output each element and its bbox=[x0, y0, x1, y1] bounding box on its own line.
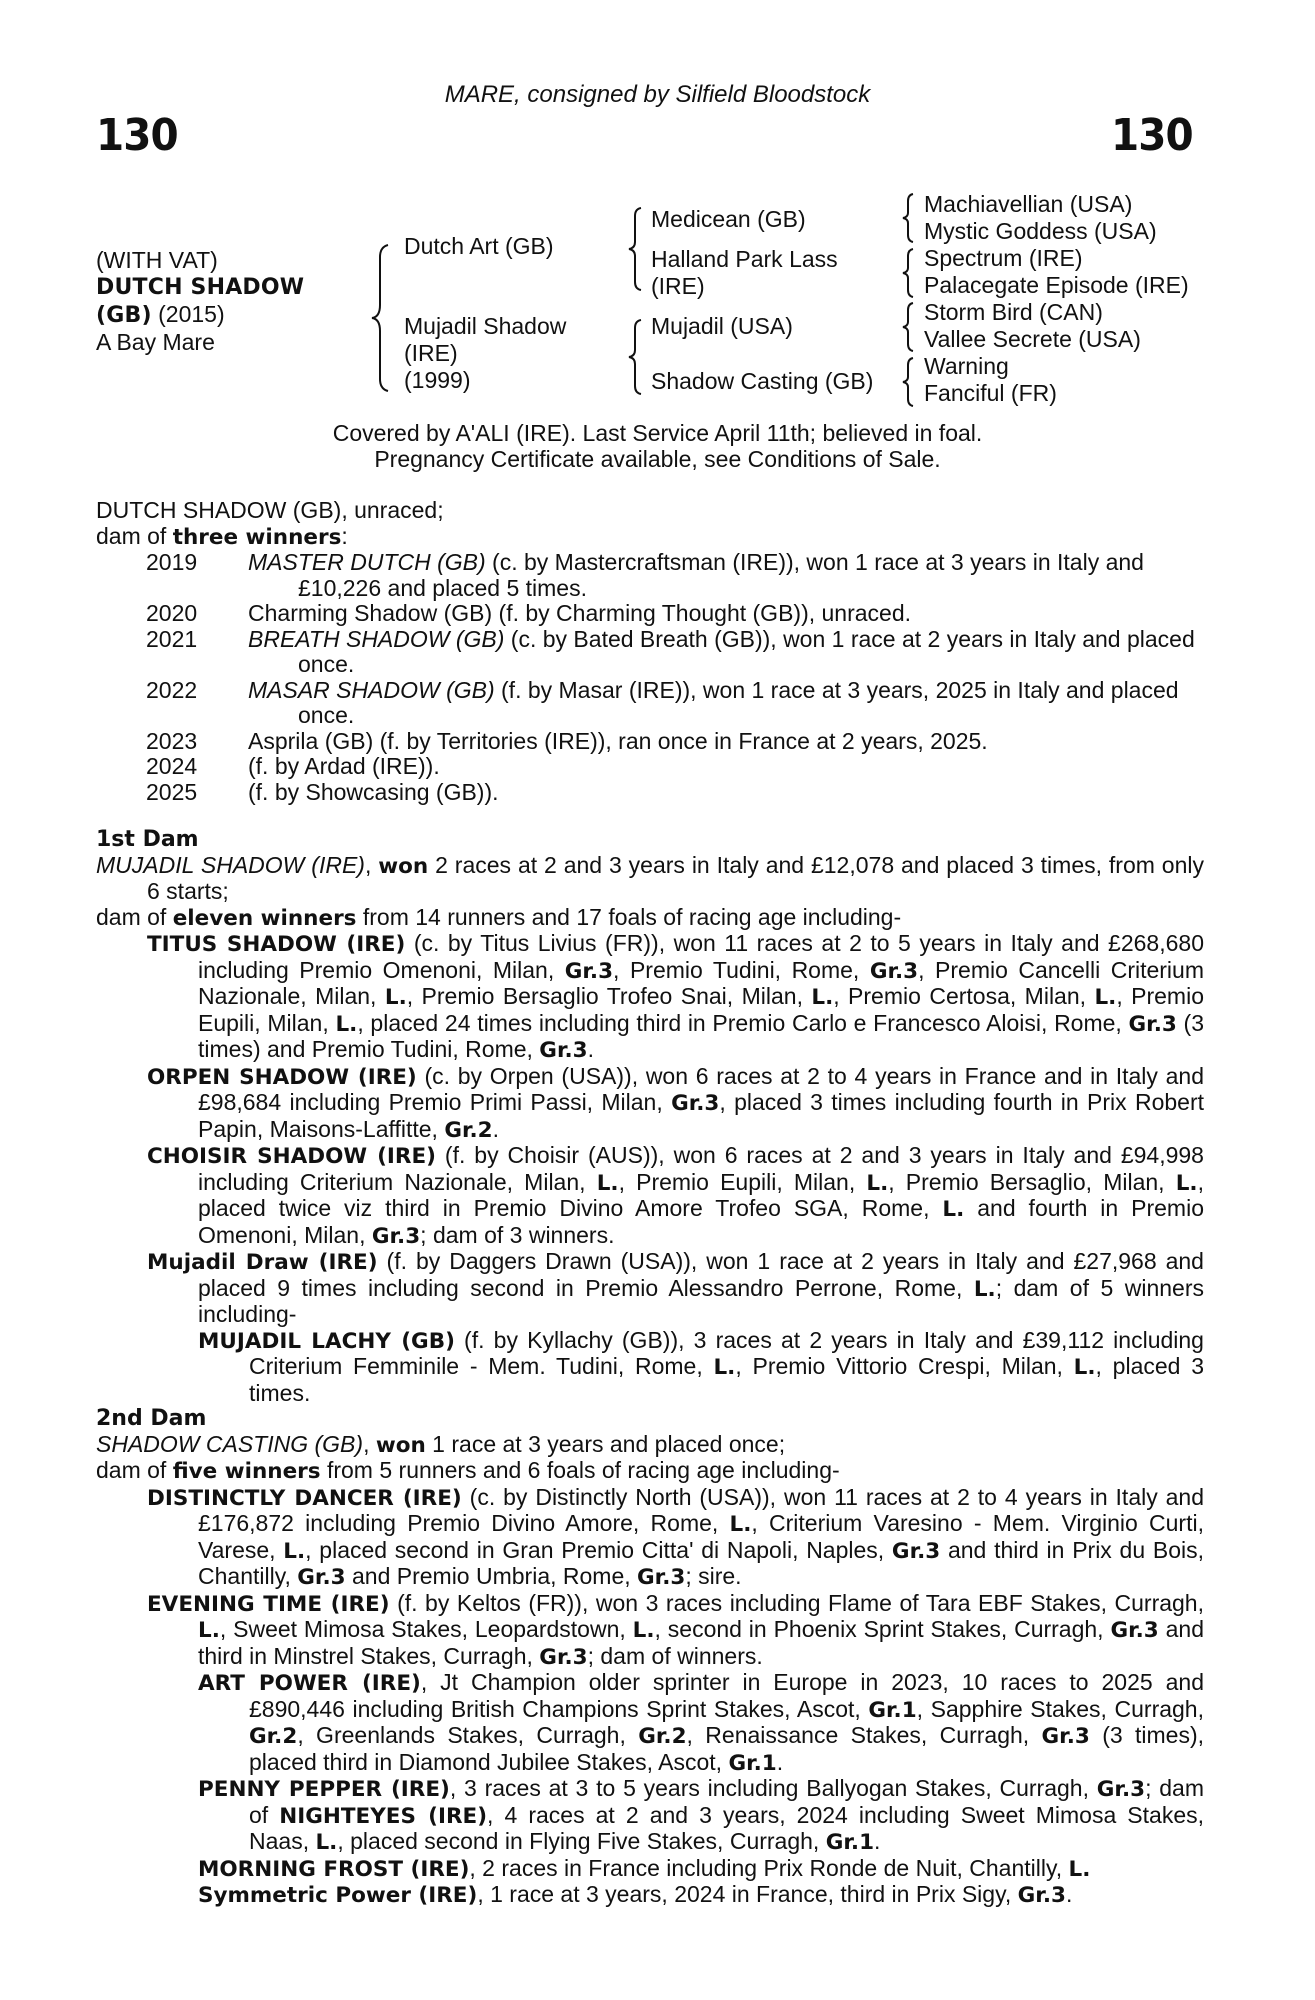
bold-text: TITUS SHADOW (IRE) bbox=[147, 932, 406, 957]
text-run: (f. by Daggers Drawn (USA)), won 1 race at 2 years in Italy and £27,968 and placed 9 times including second in Premio Alessandro Perrone, Rome, bbox=[198, 1248, 1204, 1301]
italic-horse-name: SHADOW CASTING (GB) bbox=[96, 1430, 364, 1457]
text-run: ; dam of winners. bbox=[587, 1642, 763, 1669]
bold-text: L. bbox=[283, 1538, 306, 1564]
bold-text: L. bbox=[632, 1618, 655, 1643]
ggp-storm-bird: Storm Bird (CAN) bbox=[924, 299, 1103, 325]
bold-text: Gr.3 bbox=[539, 1644, 588, 1670]
text-run: , 2 races in France including Prix Ronde de Nuit, Chantilly, bbox=[469, 1854, 1069, 1881]
produce-text bbox=[96, 729, 1204, 755]
text-run: , Greenlands Stakes, Curragh, bbox=[297, 1722, 639, 1748]
bold-text: L. bbox=[973, 1276, 996, 1302]
produce-year: 2024 bbox=[146, 753, 198, 779]
text-run: . bbox=[587, 1036, 594, 1062]
pedigree-brace-sire bbox=[626, 206, 644, 292]
bold-text: Gr.3 bbox=[637, 1565, 686, 1590]
produce-year: 2019 bbox=[146, 549, 198, 575]
text-run: and Premio Umbria, Rome, bbox=[345, 1563, 638, 1589]
runner-entry bbox=[96, 1328, 1204, 1407]
text-run: from 5 runners and 6 foals of racing age including- bbox=[320, 1457, 840, 1483]
ggp-machiavellian: Machiavellian (USA) bbox=[924, 191, 1133, 217]
bold-text: Gr.1 bbox=[868, 1697, 917, 1723]
pedigree-brace-ggp-2 bbox=[900, 247, 916, 299]
text-run: . bbox=[492, 1115, 500, 1142]
bold-text: Gr.3 bbox=[1096, 1777, 1146, 1802]
bold-text: three winners bbox=[172, 524, 342, 550]
text-run: , placed 3 times including fourth in Prix Robert Papin, Maisons-Laffitte, bbox=[198, 1089, 1204, 1142]
horse-foaled-year: (2015) bbox=[151, 301, 225, 327]
text-run: , Premio Bersaglio Trofeo Snai, Milan, bbox=[406, 983, 812, 1009]
text-run: , 1 race at 3 years, 2024 in France, third in Prix Sigy, bbox=[477, 1881, 1018, 1907]
dam-summary bbox=[96, 1432, 1204, 1459]
second-dam-section bbox=[96, 1406, 1204, 1909]
text-run: , Sapphire Stakes, Curragh, bbox=[916, 1695, 1204, 1722]
text-run: : bbox=[341, 522, 348, 549]
text-run: , placed second in Flying Five Stakes, Curragh, bbox=[337, 1828, 826, 1854]
text-run: 1 race at 3 years and placed once; bbox=[425, 1430, 786, 1457]
bold-text: L. bbox=[1175, 1170, 1198, 1196]
text-run: . bbox=[874, 1828, 881, 1854]
text-run: . bbox=[776, 1748, 784, 1775]
text-run: , Criterium Varesino - Mem. Virginio Curti, Varese, bbox=[198, 1510, 1204, 1563]
text-run: and third in Minstrel Stakes, Curragh, bbox=[198, 1616, 1205, 1669]
italic-horse-name: MUJADIL SHADOW (IRE) bbox=[96, 851, 365, 878]
covering-line-2: Pregnancy Certificate available, see Conditions of Sale. bbox=[374, 446, 941, 472]
pedigree-dam-sire: Mujadil (USA) bbox=[651, 313, 793, 339]
pedigree-dam-line: Mujadil Shadow bbox=[404, 313, 567, 339]
vat-note: (WITH VAT) bbox=[96, 247, 218, 273]
bold-text: L. bbox=[1068, 1856, 1091, 1882]
text-run: , Premio Certosa, Milan, bbox=[833, 983, 1095, 1009]
bold-text: L. bbox=[866, 1170, 889, 1196]
pedigree-dam-line: (1999) bbox=[404, 367, 471, 393]
text-run: , second in Phoenix Sprint Stakes, Curragh, bbox=[654, 1616, 1111, 1642]
text-run: (f. by Choisir (AUS)), won 6 races at 2 and 3 years in Italy and £94,998 including Criterium Nazionale, Milan, bbox=[198, 1142, 1204, 1195]
bold-text: Gr.3 bbox=[1041, 1724, 1090, 1749]
pedigree-brace-gen1 bbox=[368, 243, 392, 393]
text-run: (f. by Kyllachy (GB)), 3 races at 2 years in Italy and £39,112 including Criterium Femminile - Mem. Tudini, Rome, bbox=[249, 1326, 1204, 1379]
pedigree-dam-dam: Shadow Casting (GB) bbox=[651, 368, 874, 394]
runner-entry bbox=[96, 1143, 1204, 1249]
text-run: (f. by Showcasing (GB)). bbox=[248, 778, 499, 805]
horse-country: (GB) bbox=[96, 303, 152, 328]
text-run: , Premio Bersaglio, Milan, bbox=[888, 1168, 1176, 1195]
bold-text: won bbox=[375, 1432, 426, 1458]
dam-summary bbox=[96, 905, 1204, 932]
bold-text: Mujadil Draw (IRE) bbox=[147, 1250, 378, 1275]
pedigree-sire-dam-line: (IRE) bbox=[651, 273, 705, 299]
text-run: Asprila (GB) (f. by Territories (IRE)), ran once in France at 2 years, 2025. bbox=[248, 727, 988, 754]
first-dam-heading: 1st Dam bbox=[96, 827, 199, 852]
text-run: , Jt Champion older sprinter in Europe in 2023, 10 races to 2025 and £890,446 including British Champions Sprint Stakes, Ascot, bbox=[249, 1669, 1204, 1722]
bold-text: Gr.3 bbox=[671, 1091, 720, 1116]
bold-text: won bbox=[378, 853, 429, 879]
bold-text: DISTINCTLY DANCER (IRE) bbox=[147, 1485, 462, 1511]
produce-year: 2021 bbox=[146, 625, 198, 652]
pedigree-sire-dam-line: Halland Park Lass bbox=[651, 246, 838, 272]
ggp-warning: Warning bbox=[924, 353, 1009, 379]
bold-text: PENNY PEPPER (IRE) bbox=[198, 1777, 450, 1802]
bold-text: L. bbox=[384, 985, 407, 1010]
text-run: . bbox=[1065, 1881, 1073, 1907]
runner-entry bbox=[96, 1591, 1204, 1671]
runner-entry bbox=[96, 1485, 1204, 1591]
produce-text bbox=[96, 780, 1204, 806]
lot-number-right: 130 bbox=[1111, 110, 1193, 161]
produce-row bbox=[96, 754, 1204, 780]
horse-name: DUTCH SHADOW bbox=[96, 275, 305, 300]
pedigree-dam-line: (IRE) bbox=[404, 340, 458, 366]
bold-text: L. bbox=[811, 985, 834, 1010]
text-run: Charming Shadow (GB) (f. by Charming Thought (GB)), unraced. bbox=[248, 600, 912, 626]
bold-text: L. bbox=[198, 1618, 220, 1643]
bold-text: MORNING FROST (IRE) bbox=[198, 1856, 470, 1882]
text-run: dam of bbox=[96, 903, 173, 930]
bold-text: Gr.2 bbox=[444, 1117, 493, 1143]
runner-entry bbox=[96, 931, 1204, 1064]
produce-intro-line bbox=[96, 524, 1204, 551]
pedigree-sire-sire: Medicean (GB) bbox=[651, 206, 806, 232]
produce-text bbox=[96, 754, 1204, 780]
produce-row bbox=[96, 780, 1204, 806]
produce-text bbox=[96, 601, 1204, 627]
bold-text: Gr.1 bbox=[728, 1750, 777, 1776]
text-run: (c. by Titus Livius (FR)), won 11 races at 2 to 5 years in Italy and £268,680 including Premio Omenoni, Milan, bbox=[198, 930, 1204, 983]
bold-text: Gr.3 bbox=[371, 1223, 421, 1249]
text-run: , placed 24 times including third in Premio Carlo e Francesco Aloisi, Rome, bbox=[357, 1009, 1129, 1036]
bold-text: Gr.3 bbox=[1017, 1883, 1066, 1908]
pedigree-brace-ggp-1 bbox=[900, 192, 916, 244]
produce-list bbox=[96, 550, 1204, 805]
ggp-vallee-secrete: Vallee Secrete (USA) bbox=[924, 326, 1141, 352]
produce-row bbox=[96, 729, 1204, 755]
runner-entry bbox=[96, 1776, 1204, 1856]
bold-text: L. bbox=[335, 1011, 358, 1037]
bold-text: MUJADIL LACHY (GB) bbox=[198, 1328, 455, 1354]
horse-name-line2 bbox=[96, 301, 304, 329]
bold-text: Gr.3 bbox=[539, 1038, 588, 1063]
bold-text: Gr.3 bbox=[1110, 1618, 1159, 1643]
text-run: , Premio Cancelli Criterium Nazionale, Milan, bbox=[198, 956, 1204, 1009]
produce-year: 2022 bbox=[146, 676, 198, 703]
first-dam-section bbox=[96, 827, 1204, 1406]
text-run: , 4 races at 2 and 3 years, 2024 including Sweet Mimosa Stakes, Naas, bbox=[249, 1801, 1204, 1854]
text-run: , placed twice viz third in Premio Divino Amore Trofeo SGA, Rome, bbox=[198, 1168, 1204, 1221]
produce-year: 2023 bbox=[146, 727, 198, 754]
produce-text bbox=[96, 678, 1204, 729]
text-run: DUTCH SHADOW (GB), unraced; bbox=[96, 497, 444, 523]
bold-text: L. bbox=[729, 1512, 752, 1537]
second-dam-paragraphs bbox=[96, 1432, 1204, 1909]
ggp-spectrum: Spectrum (IRE) bbox=[924, 245, 1083, 271]
text-run: , 3 races at 3 to 5 years including Ballyogan Stakes, Curragh, bbox=[449, 1775, 1097, 1801]
produce-year: 2020 bbox=[146, 600, 198, 626]
text-run: (f. by Masar (IRE)), won 1 race at 3 years, 2025 in Italy and placed once. bbox=[298, 676, 1179, 728]
bold-text: Gr.3 bbox=[564, 958, 614, 984]
runner-entry bbox=[96, 1670, 1204, 1776]
bold-text: eleven winners bbox=[172, 905, 357, 931]
bold-text: Gr.2 bbox=[249, 1724, 298, 1749]
text-run: (c. by Mastercraftsman (IRE)), won 1 race at 3 years in Italy and £10,226 and placed 5 times. bbox=[298, 549, 1144, 601]
bold-text: Gr.1 bbox=[825, 1830, 875, 1855]
text-run: dam of bbox=[96, 1457, 173, 1483]
text-run: , Sweet Mimosa Stakes, Leopardstown, bbox=[219, 1616, 633, 1642]
covering-line-1: Covered by A'ALI (IRE). Last Service April 11th; believed in foal. bbox=[332, 420, 983, 446]
bold-text: L. bbox=[713, 1355, 736, 1380]
produce-text bbox=[96, 550, 1204, 601]
second-dam-heading: 2nd Dam bbox=[96, 1406, 207, 1431]
text-run: ; sire. bbox=[685, 1563, 742, 1589]
text-run: , placed second in Gran Premio Citta' di Napoli, Naples, bbox=[305, 1536, 892, 1563]
text-run: and fourth in Premio Omenoni, Milan, bbox=[198, 1195, 1204, 1248]
bold-text: CHOISIR SHADOW (IRE) bbox=[147, 1144, 436, 1169]
horse-identity bbox=[96, 247, 304, 356]
ggp-mystic-goddess: Mystic Goddess (USA) bbox=[924, 218, 1157, 244]
text-run: and third in Prix du Bois, Chantilly, bbox=[198, 1536, 1204, 1589]
text-run: , Premio Eupili, Milan, bbox=[618, 1168, 867, 1195]
pedigree-brace-ggp-3 bbox=[900, 301, 916, 353]
text-run: , Premio Vittorio Crespi, Milan, bbox=[735, 1353, 1074, 1379]
bold-text: EVENING TIME (IRE) bbox=[147, 1591, 390, 1617]
text-run: ; dam of bbox=[249, 1775, 1204, 1828]
pedigree-brace-ggp-4 bbox=[900, 356, 916, 408]
text-run: , Premio Eupili, Milan, bbox=[198, 983, 1204, 1036]
consignor-line: MARE, consigned by Silfield Bloodstock bbox=[444, 81, 871, 108]
bold-text: Gr.2 bbox=[638, 1724, 687, 1749]
bold-text: NIGHTEYES (IRE) bbox=[279, 1803, 488, 1829]
text-run: , bbox=[363, 1430, 376, 1457]
covering-notice bbox=[0, 420, 1315, 472]
produce-row bbox=[96, 678, 1204, 729]
text-run: , bbox=[364, 851, 379, 878]
text-run: dam of bbox=[96, 522, 173, 549]
bold-text: ART POWER (IRE) bbox=[198, 1671, 421, 1696]
bold-text: L. bbox=[596, 1170, 619, 1196]
bold-text: L. bbox=[942, 1197, 965, 1222]
ggp-fanciful: Fanciful (FR) bbox=[924, 380, 1057, 406]
produce-year: 2025 bbox=[146, 778, 198, 805]
bold-text: L. bbox=[1073, 1355, 1096, 1380]
produce-row bbox=[96, 627, 1204, 678]
bold-text: Gr.3 bbox=[869, 958, 919, 984]
text-run: from 14 runners and 17 foals of racing age including- bbox=[356, 903, 902, 930]
produce-row bbox=[96, 550, 1204, 601]
bold-text: Gr.3 bbox=[297, 1565, 346, 1590]
bold-text: five winners bbox=[172, 1459, 321, 1484]
text-run: , Premio Tudini, Rome, bbox=[613, 956, 870, 983]
runner-entry bbox=[96, 1882, 1204, 1909]
pedigree-dam bbox=[404, 313, 566, 394]
text-run: , Renaissance Stakes, Curragh, bbox=[686, 1722, 1042, 1748]
italic-horse-name: BREATH SHADOW (GB) bbox=[248, 625, 505, 652]
first-dam-paragraphs bbox=[96, 853, 1204, 1407]
text-run: , placed 3 times. bbox=[249, 1353, 1204, 1406]
produce-record bbox=[96, 498, 1204, 805]
produce-text bbox=[96, 627, 1204, 678]
text-run: 2 races at 2 and 3 years in Italy and £12,078 and placed 3 times, from only 6 starts; bbox=[147, 851, 1204, 904]
bold-text: Gr.3 bbox=[1128, 1011, 1177, 1037]
runner-entry bbox=[96, 1064, 1204, 1144]
text-run: (3 times) and Premio Tudini, Rome, bbox=[198, 1009, 1205, 1062]
produce-intro-line bbox=[96, 498, 1204, 524]
ggp-palacegate-episode: Palacegate Episode (IRE) bbox=[924, 272, 1189, 298]
bold-text: L. bbox=[1094, 985, 1117, 1010]
pedigree-sire: Dutch Art (GB) bbox=[404, 233, 554, 259]
runner-entry bbox=[96, 1249, 1204, 1328]
text-run: (c. by Bated Breath (GB)), won 1 race at 2 years in Italy and placed once. bbox=[298, 625, 1195, 677]
dam-summary bbox=[96, 853, 1204, 905]
italic-horse-name: MASAR SHADOW (GB) bbox=[248, 676, 495, 703]
horse-description: A Bay Mare bbox=[96, 329, 215, 355]
text-run: (3 times), placed third in Diamond Jubilee Stakes, Ascot, bbox=[249, 1722, 1205, 1775]
text-run: (f. by Ardad (IRE)). bbox=[248, 753, 440, 779]
runner-entry bbox=[96, 1856, 1204, 1883]
produce-intro bbox=[96, 498, 1204, 550]
bold-text: L. bbox=[315, 1830, 338, 1855]
bold-text: Gr.3 bbox=[891, 1538, 941, 1564]
pedigree-great-grandparents bbox=[924, 191, 1189, 407]
bold-text: ORPEN SHADOW (IRE) bbox=[147, 1064, 417, 1090]
text-run: ; dam of 3 winners. bbox=[420, 1221, 615, 1248]
text-run: (c. by Orpen (USA)), won 6 races at 2 to 4 years in France and in Italy and £98,684 including Premio Primi Passi, Milan, bbox=[198, 1062, 1204, 1115]
italic-horse-name: MASTER DUTCH (GB) bbox=[248, 549, 486, 575]
text-run: ; dam of 5 winners including- bbox=[198, 1274, 1204, 1327]
lot-number-left: 130 bbox=[96, 110, 178, 161]
bold-text: Symmetric Power (IRE) bbox=[198, 1883, 478, 1908]
dam-summary bbox=[96, 1458, 1204, 1485]
text-run: (f. by Keltos (FR)), won 3 races including Flame of Tara EBF Stakes, Curragh, bbox=[389, 1589, 1204, 1616]
text-run: (c. by Distinctly North (USA)), won 11 races at 2 to 4 years in Italy and £176,872 including Premio Divino Amore, Rome, bbox=[198, 1483, 1205, 1536]
pedigree-brace-dam bbox=[626, 318, 644, 396]
produce-row bbox=[96, 601, 1204, 627]
pedigree-sire-dam bbox=[651, 246, 838, 300]
